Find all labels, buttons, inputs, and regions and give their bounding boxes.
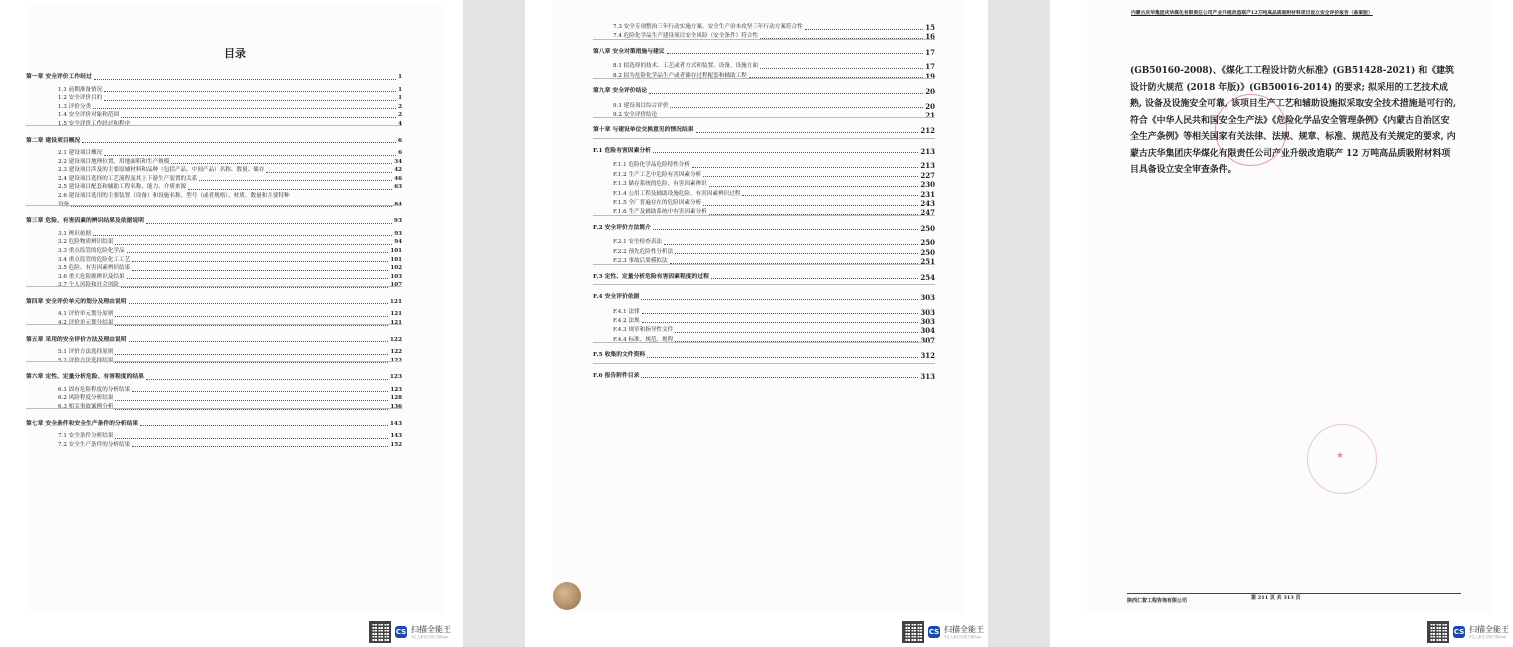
qr-code-icon xyxy=(902,621,924,643)
toc-leader-dots xyxy=(696,132,919,133)
toc-entry-label: 1.2 安全评价目的 xyxy=(58,95,103,102)
toc-entry-label: 3.3 重点监管的危险化学品 xyxy=(58,247,125,254)
toc-leader-dots xyxy=(104,100,396,101)
toc-page-number: 303 xyxy=(920,293,935,302)
toc-leader-dots xyxy=(641,299,918,300)
toc-entry-label: F.2.2 预先危险性分析法 xyxy=(613,248,674,255)
toc-entry-label: 2.2 建设项目地理位置、用地面积和生产规模 xyxy=(58,158,170,165)
scanner-finger-shadow xyxy=(553,582,581,610)
toc-chapter-entry[interactable] xyxy=(26,138,402,145)
scanner-watermark xyxy=(1427,621,1509,643)
toc-page-number: 254 xyxy=(920,272,935,282)
toc-page-number: 1 xyxy=(398,95,402,102)
qr-code-icon xyxy=(369,621,391,643)
toc-leader-dots xyxy=(649,93,923,94)
toc-page-number: 250 xyxy=(920,223,935,233)
toc-chapter-entry[interactable] xyxy=(593,49,935,56)
toc-leader-dots xyxy=(670,107,923,108)
watermark-subtitle: 3亿人都在用的扫描App xyxy=(1469,635,1507,639)
toc-page-number: 16 xyxy=(925,32,935,42)
toc-leader-dots xyxy=(127,278,389,279)
toc-section-entry[interactable] xyxy=(58,311,402,318)
toc-leader-dots xyxy=(711,278,918,279)
toc-section-entry[interactable] xyxy=(58,265,402,272)
toc-entry-label: F.2.3 事故后果模拟法 xyxy=(613,258,668,265)
toc-section-entry[interactable] xyxy=(58,176,402,183)
toc-leader-dots xyxy=(703,205,918,206)
toc-page-number: 312 xyxy=(920,351,935,361)
toc-page-number: 101 xyxy=(390,247,402,254)
toc-page-number: 15 xyxy=(925,23,935,32)
toc-entry-label: 8.2 拟为危险化学品生产或者储存过程配套和辅助工程 xyxy=(613,72,747,79)
toc-leader-dots xyxy=(121,287,388,288)
toc-entry-label: F.4.3 规章和指导性文件 xyxy=(613,327,674,334)
toc-page-number: 6 xyxy=(397,137,402,144)
toc-leader-dots xyxy=(93,235,392,236)
toc-section-entry[interactable] xyxy=(58,231,402,238)
toc-leader-dots xyxy=(129,341,388,342)
toc-page-number: 243 xyxy=(920,199,935,208)
toc-page-number: 84 xyxy=(394,201,402,208)
company-seal-stamp xyxy=(1215,94,1287,166)
toc-entry-label: 第六章 定性、定量分析危险、有害程度的结果 xyxy=(26,374,144,381)
toc-separator xyxy=(26,205,402,206)
toc-page-number: 1 xyxy=(398,86,402,93)
toc-entry-label: 3.5 危险、有害因素辨识结果 xyxy=(58,265,131,272)
toc-separator xyxy=(26,286,402,287)
toc-section-entry[interactable] xyxy=(613,200,935,207)
toc-sheet-2 xyxy=(553,0,963,614)
toc-chapter-entry[interactable] xyxy=(26,299,402,306)
toc-entry-label: 1.1 前期准备情况 xyxy=(58,86,103,93)
panel-gap xyxy=(463,0,525,647)
toc-separator xyxy=(593,342,935,343)
qr-code-icon xyxy=(1427,621,1449,643)
toc-chapter-entry[interactable] xyxy=(26,218,402,225)
toc-section-entry[interactable] xyxy=(58,150,402,157)
toc-leader-dots xyxy=(132,391,388,392)
toc-entry-label: F.1 危险有害因素分析 xyxy=(593,147,651,154)
toc-page-number: 107 xyxy=(390,282,402,289)
toc-entry-label: 第十章 与建设单位交换意见的情况结果 xyxy=(593,127,694,134)
watermark-subtitle: 3亿人都在用的扫描App xyxy=(944,635,982,639)
toc-section-entry[interactable] xyxy=(613,239,935,246)
toc-leader-dots xyxy=(742,195,918,196)
toc-leader-dots xyxy=(642,322,919,323)
toc-page-number: 152 xyxy=(390,441,402,448)
toc-leader-dots xyxy=(132,125,396,126)
toc-leader-dots xyxy=(93,108,396,109)
toc-entry-label: F.1.4 公用工程及辅助设施危险、有害因素辨识过程 xyxy=(613,190,741,197)
toc-page-number: 227 xyxy=(920,170,935,180)
toc-chapter-entry[interactable] xyxy=(26,337,402,344)
toc-page-number: 213 xyxy=(920,146,935,156)
toc-leader-dots xyxy=(115,316,388,317)
toc-entry-label: 第五章 采用的安全评价方法及理由说明 xyxy=(26,336,127,343)
toc-entry-label: 第九章 安全评价结论 xyxy=(593,88,648,95)
toc-leader-dots xyxy=(805,29,924,30)
toc-page-number: 21 xyxy=(925,111,935,120)
toc-page-number: 17 xyxy=(925,62,935,72)
toc-section-entry[interactable] xyxy=(58,395,402,402)
toc-separator xyxy=(593,284,935,285)
toc-entry-label: 2.1 建设项目概况 xyxy=(58,150,103,156)
toc-entry-label: 2.5 建设项目配套和辅助工程名称、能力、介质来源 xyxy=(58,184,187,191)
toc-page-number: 101 xyxy=(390,256,402,263)
toc-entry-label: 7.3 安全专项整治三年行动实施方案、安全生产治本攻坚三年行动方案符合性 xyxy=(613,24,803,30)
toc-separator xyxy=(593,363,935,364)
toc-page-number: 247 xyxy=(920,208,935,218)
toc-section-entry[interactable] xyxy=(58,193,402,200)
toc-chapter-entry[interactable] xyxy=(593,274,935,281)
toc-leader-dots xyxy=(115,438,388,439)
toc-section-entry[interactable] xyxy=(58,433,402,440)
toc-leader-dots xyxy=(115,244,392,245)
toc-sheet-1 xyxy=(26,6,444,614)
seal-star-icon: ★ xyxy=(1336,451,1345,461)
toc-section-entry[interactable] xyxy=(613,172,935,179)
toc-section-entry[interactable] xyxy=(58,184,402,191)
document-page-3 xyxy=(1050,0,1513,647)
toc-separator xyxy=(593,215,935,216)
toc-section-entry[interactable] xyxy=(58,167,402,174)
toc-page-number: 34 xyxy=(394,158,402,165)
toc-leader-dots xyxy=(664,244,918,245)
toc-entry-label: 3.2 危险物质辨识结果 xyxy=(58,239,114,246)
toc-leader-dots xyxy=(71,206,392,207)
watermark-brand: 扫描全能王 xyxy=(944,625,984,634)
toc-entry-label: 6.2 风险程度分析结果 xyxy=(58,395,114,402)
toc-page-number: 231 xyxy=(920,189,935,199)
toc-section-entry[interactable] xyxy=(613,162,935,169)
toc-page-number: 123 xyxy=(390,386,402,393)
toc-section-entry[interactable] xyxy=(613,24,935,31)
scanner-watermark xyxy=(902,621,984,643)
toc-page-number: 307 xyxy=(920,335,935,345)
toc-leader-dots xyxy=(667,53,924,54)
toc-page-number: 42 xyxy=(394,167,402,174)
toc-leader-dots xyxy=(641,377,918,378)
toc-separator xyxy=(26,324,402,325)
toc-entry-label: 6.1 固有危险程度的分析结果 xyxy=(58,386,131,393)
toc-leader-dots xyxy=(82,142,396,143)
toc-leader-dots xyxy=(115,362,388,363)
toc-page-number: 103 xyxy=(390,273,402,280)
toc-page-number: 6 xyxy=(398,150,402,156)
toc-entry-label: 3.7 个人风险和社会风险 xyxy=(58,282,120,289)
toc-leader-dots xyxy=(703,176,918,177)
toc-leader-dots xyxy=(140,425,388,426)
toc-entry-label: 第一章 安全评价工作经过 xyxy=(26,74,92,80)
toc-page-number: 251 xyxy=(920,257,935,267)
toc-leader-dots xyxy=(121,117,396,118)
toc-leader-dots xyxy=(115,409,388,410)
toc-page-number: 303 xyxy=(920,316,935,326)
toc-page-number: 213 xyxy=(920,161,935,171)
toc-page-number: 121 xyxy=(390,311,402,318)
toc-section-entry[interactable] xyxy=(613,103,935,110)
report-header: 内蒙古庆华集团庆华煤化有限责任公司产业升级改造联产12万吨高品质吸附材料项目设立安全评价报告（备案版） xyxy=(1131,10,1373,16)
toc-entry-label: 2.3 建设项目涉及的主要原辅材料和品种（包括产品、中间产品）名称、数量、储存 xyxy=(58,167,265,174)
toc-entry-label: 7.4 危险化学品生产建设项目安全风险（安全条件）符合性 xyxy=(613,33,758,40)
toc-separator xyxy=(593,78,935,79)
camscanner-logo-icon: CS xyxy=(1453,628,1465,636)
toc-entry-label: F.3 定性、定量分析危险有害因素程度的过程 xyxy=(593,273,709,280)
toc-page-number: 230 xyxy=(920,180,935,190)
toc-chapter-entry[interactable] xyxy=(26,74,402,81)
toc-separator xyxy=(593,138,935,139)
watermark-brand: 扫描全能王 xyxy=(411,625,451,634)
toc-entry-label: 3.1 辨识依据 xyxy=(58,230,92,237)
toc-entry-label: 1.5 安全评价工作经过和程序 xyxy=(58,120,131,127)
toc-entry-label: 设备 xyxy=(58,201,70,208)
footer-company: 陕西仁智工程咨询有限公司 xyxy=(1127,598,1188,604)
toc-page-number: 143 xyxy=(390,433,402,440)
toc-leader-dots xyxy=(115,400,388,401)
toc-leader-dots xyxy=(171,163,392,164)
toc-page-number: 128 xyxy=(390,395,402,402)
toc-leader-dots xyxy=(127,252,389,253)
toc-page-number: 19 xyxy=(925,71,935,81)
toc-leader-dots xyxy=(129,303,388,304)
toc-leader-dots xyxy=(94,79,396,80)
toc-page-number: 2 xyxy=(398,112,402,119)
toc-entry-label: 4.2 评价单元划分结果 xyxy=(58,320,114,326)
toc-page-number: 212 xyxy=(920,126,935,136)
toc-page-number: 4 xyxy=(398,120,402,127)
toc-entry-label: 第四章 安全评价单元的划分及理由说明 xyxy=(26,298,127,305)
toc-entry-label: 3.4 重点监管的危险化工工艺 xyxy=(58,256,131,263)
toc-section-entry[interactable] xyxy=(58,248,402,255)
footer-page-number: 第 211 页 共 313 页 xyxy=(1251,595,1301,601)
toc-separator xyxy=(593,264,935,265)
toc-leader-dots xyxy=(132,261,388,262)
toc-entry-label: 第八章 安全对策措施与建议 xyxy=(593,48,665,55)
toc-separator xyxy=(593,117,935,118)
toc-page-number: 17 xyxy=(925,47,935,57)
toc-entry-label: F.1.1 危险化学品危险特性分析 xyxy=(613,162,690,169)
toc-separator xyxy=(26,361,402,362)
panel-gap xyxy=(988,0,1050,647)
toc-entry-label: F.4.1 法律 xyxy=(613,308,640,315)
camscanner-logo-icon: CS xyxy=(928,628,940,636)
camscanner-logo-icon: CS xyxy=(395,628,407,636)
toc-leader-dots xyxy=(653,229,918,230)
toc-leader-dots xyxy=(115,325,388,326)
toc-entry-label: 7.2 安全生产条件的分析结果 xyxy=(58,441,131,448)
toc-entry-label: 第三章 危险、有害因素的辨识结果及依据说明 xyxy=(26,218,144,225)
toc-entry-label: 9.1 建设项目综合评价 xyxy=(613,102,669,109)
toc-leader-dots xyxy=(653,152,918,153)
watermark-brand: 扫描全能王 xyxy=(1469,625,1509,634)
toc-leader-dots xyxy=(709,186,919,187)
toc-page-number: 122 xyxy=(390,349,402,356)
toc-separator xyxy=(593,39,935,40)
toc-entry-label: 4.1 评价单元划分原则 xyxy=(58,311,114,318)
toc-chapter-entry[interactable] xyxy=(26,421,402,428)
toc-entry-label: F.2.1 安全检查表法 xyxy=(613,239,663,246)
toc-chapter-entry[interactable] xyxy=(593,88,935,95)
toc-entry-label: 5.1 评价方法选择原则 xyxy=(58,349,114,356)
toc-page-number: 102 xyxy=(390,265,402,272)
toc-section-entry[interactable] xyxy=(58,239,402,246)
toc-page-number: 143 xyxy=(389,420,402,427)
toc-entry-label: 第七章 安全条件和安全生产条件的分析结果 xyxy=(26,420,139,427)
toc-section-entry[interactable] xyxy=(613,181,935,188)
toc-leader-dots xyxy=(188,189,392,190)
document-page-1 xyxy=(0,0,463,647)
toc-page-number: 93 xyxy=(393,218,402,225)
toc-section-entry[interactable] xyxy=(58,349,402,356)
toc-section-entry[interactable] xyxy=(58,274,402,281)
toc-leader-dots xyxy=(266,172,392,173)
toc-section-entry[interactable] xyxy=(613,318,935,325)
toc-entry-label: 8.1 拟选择的技术、工艺或者方式和装置、设备、设施方面 xyxy=(613,63,758,70)
toc-section-entry[interactable] xyxy=(58,257,402,264)
toc-entry-label: F.4 安全评价依据 xyxy=(593,294,640,300)
toc-entry-label: F.1.2 生产工艺中危险有害因素分析 xyxy=(613,171,702,178)
report-paragraph: (GB50160-2008)、《煤化工工程设计防火标准》(GB51428-2021) 和《建筑设计防火规范 (2018 年版)》(GB50016-2014) 的要求; 拟采用的工艺技术成熟, 设备及设施安全可靠, 该项目生产工艺和辅助设施拟采取安全技术措施是可行的, 符合《中华人民共和国安全生产法》《危险化学品安全管理条例》《内蒙古自治区安全生产条例》等相关国家有关法律、法规、规章、标准、规范及有关规定的要求, 内蒙古庆华集团庆华煤化有限责任公司产业升级改造联产 12 万吨高品质吸附材料项目具备设立安全审查条件。 xyxy=(1130,66,1457,175)
toc-entry-label: 2.6 建设项目选用的主要装置（设备）和设施名称、型号（或者规格）、材质、数量和主要特种 xyxy=(58,193,290,199)
toc-page-number: 123 xyxy=(389,374,402,381)
toc-entry-label: F.4.2 法规 xyxy=(613,317,640,324)
toc-entry-label: 5.2 评价方法选择结果 xyxy=(58,357,114,364)
toc-page-number: 250 xyxy=(920,238,935,248)
toc-page-number: 250 xyxy=(920,247,935,257)
toc-leader-dots xyxy=(115,354,388,355)
toc-section-entry[interactable] xyxy=(58,159,402,166)
toc-entry-label: 2.4 建设项目选择的工艺流程及其上下游生产装置的关系 xyxy=(58,175,198,182)
toc-page-number: 20 xyxy=(925,87,935,97)
toc-section-entry[interactable] xyxy=(58,442,402,449)
toc-chapter-entry[interactable] xyxy=(593,294,935,301)
toc-page-number: 2 xyxy=(398,103,402,110)
toc-page-number: 122 xyxy=(390,357,402,364)
toc-leader-dots xyxy=(146,379,388,380)
toc-page-number: 93 xyxy=(394,230,402,237)
toc-entry-label: F.6 报告附件目录 xyxy=(593,372,640,379)
toc-section-entry[interactable] xyxy=(58,104,402,111)
toc-section-entry[interactable] xyxy=(613,327,935,334)
toc-leader-dots xyxy=(104,155,396,156)
toc-chapter-entry[interactable] xyxy=(593,127,935,134)
toc-leader-dots xyxy=(760,68,923,69)
toc-page-number: 94 xyxy=(394,239,402,246)
document-page-2 xyxy=(525,0,988,647)
toc-title: 目录 xyxy=(224,47,246,60)
toc-page-number: 136 xyxy=(390,404,402,410)
toc-page-number: 121 xyxy=(390,320,402,326)
toc-entry-label: F.1.5 全厂普遍存在的危险因素分析 xyxy=(613,200,702,206)
toc-entry-label: F.1.3 储存系统的危险、有害因素辨识 xyxy=(613,181,707,188)
toc-chapter-entry[interactable] xyxy=(26,374,402,381)
toc-leader-dots xyxy=(132,446,388,447)
toc-leader-dots xyxy=(104,91,396,92)
toc-entry-label: 1.4 安全评价对象和范围 xyxy=(58,112,120,119)
toc-page-number: 1 xyxy=(397,74,402,80)
toc-separator xyxy=(26,125,402,126)
toc-chapter-entry[interactable] xyxy=(593,373,935,380)
toc-leader-dots xyxy=(647,357,918,358)
toc-section-entry[interactable] xyxy=(613,249,935,256)
toc-section-entry[interactable] xyxy=(613,309,935,316)
toc-leader-dots xyxy=(675,253,918,254)
toc-entry-label: 第二章 建设项目概况 xyxy=(26,137,81,144)
toc-entry-label: 6.3 相关事故案例分析 xyxy=(58,404,114,410)
toc-page-number: 46 xyxy=(394,175,402,182)
toc-entry-label: F.5 收集的文件资料 xyxy=(593,352,646,359)
toc-leader-dots xyxy=(692,167,918,168)
toc-leader-dots xyxy=(132,270,388,271)
toc-entry-label: F.4.4 标准、规范、规程 xyxy=(613,336,674,343)
toc-entry-label: 3.6 重大危险源辨识及结果 xyxy=(58,273,125,280)
toc-section-entry[interactable] xyxy=(613,191,935,198)
toc-entry-label: 1.3 评价分类 xyxy=(58,103,92,110)
toc-section-entry[interactable] xyxy=(58,95,402,102)
toc-page-number: 20 xyxy=(925,101,935,111)
report-sheet xyxy=(1087,0,1493,614)
toc-page-number: 122 xyxy=(389,336,402,343)
toc-chapter-entry[interactable] xyxy=(593,225,935,232)
toc-section-entry[interactable] xyxy=(58,112,402,119)
toc-page-number: 303 xyxy=(920,307,935,317)
toc-section-entry[interactable] xyxy=(58,387,402,394)
toc-section-entry[interactable] xyxy=(58,87,402,94)
toc-separator xyxy=(26,408,402,409)
toc-leader-dots xyxy=(642,313,919,314)
watermark-subtitle: 3亿人都在用的扫描App xyxy=(411,635,449,639)
toc-page-number: 304 xyxy=(920,326,935,336)
toc-section-entry[interactable] xyxy=(613,63,935,70)
toc-entry-label: 7.1 安全条件分析结果 xyxy=(58,433,114,440)
toc-chapter-entry[interactable] xyxy=(593,148,935,155)
toc-page-number: 121 xyxy=(389,298,402,305)
toc-chapter-entry[interactable] xyxy=(593,352,935,359)
scanner-watermark xyxy=(369,621,451,643)
toc-entry-label: F.1.6 生产及辅助系统中有害因素分析 xyxy=(613,209,707,216)
toc-leader-dots xyxy=(146,223,392,224)
toc-leader-dots xyxy=(675,332,918,333)
toc-entry-label: 9.2 安全评价结论 xyxy=(613,112,658,118)
toc-page-number: 63 xyxy=(394,184,402,191)
toc-page-number: 313 xyxy=(920,371,935,381)
toc-leader-dots xyxy=(199,180,392,181)
toc-entry-label: F.2 安全评价方法简介 xyxy=(593,224,651,231)
